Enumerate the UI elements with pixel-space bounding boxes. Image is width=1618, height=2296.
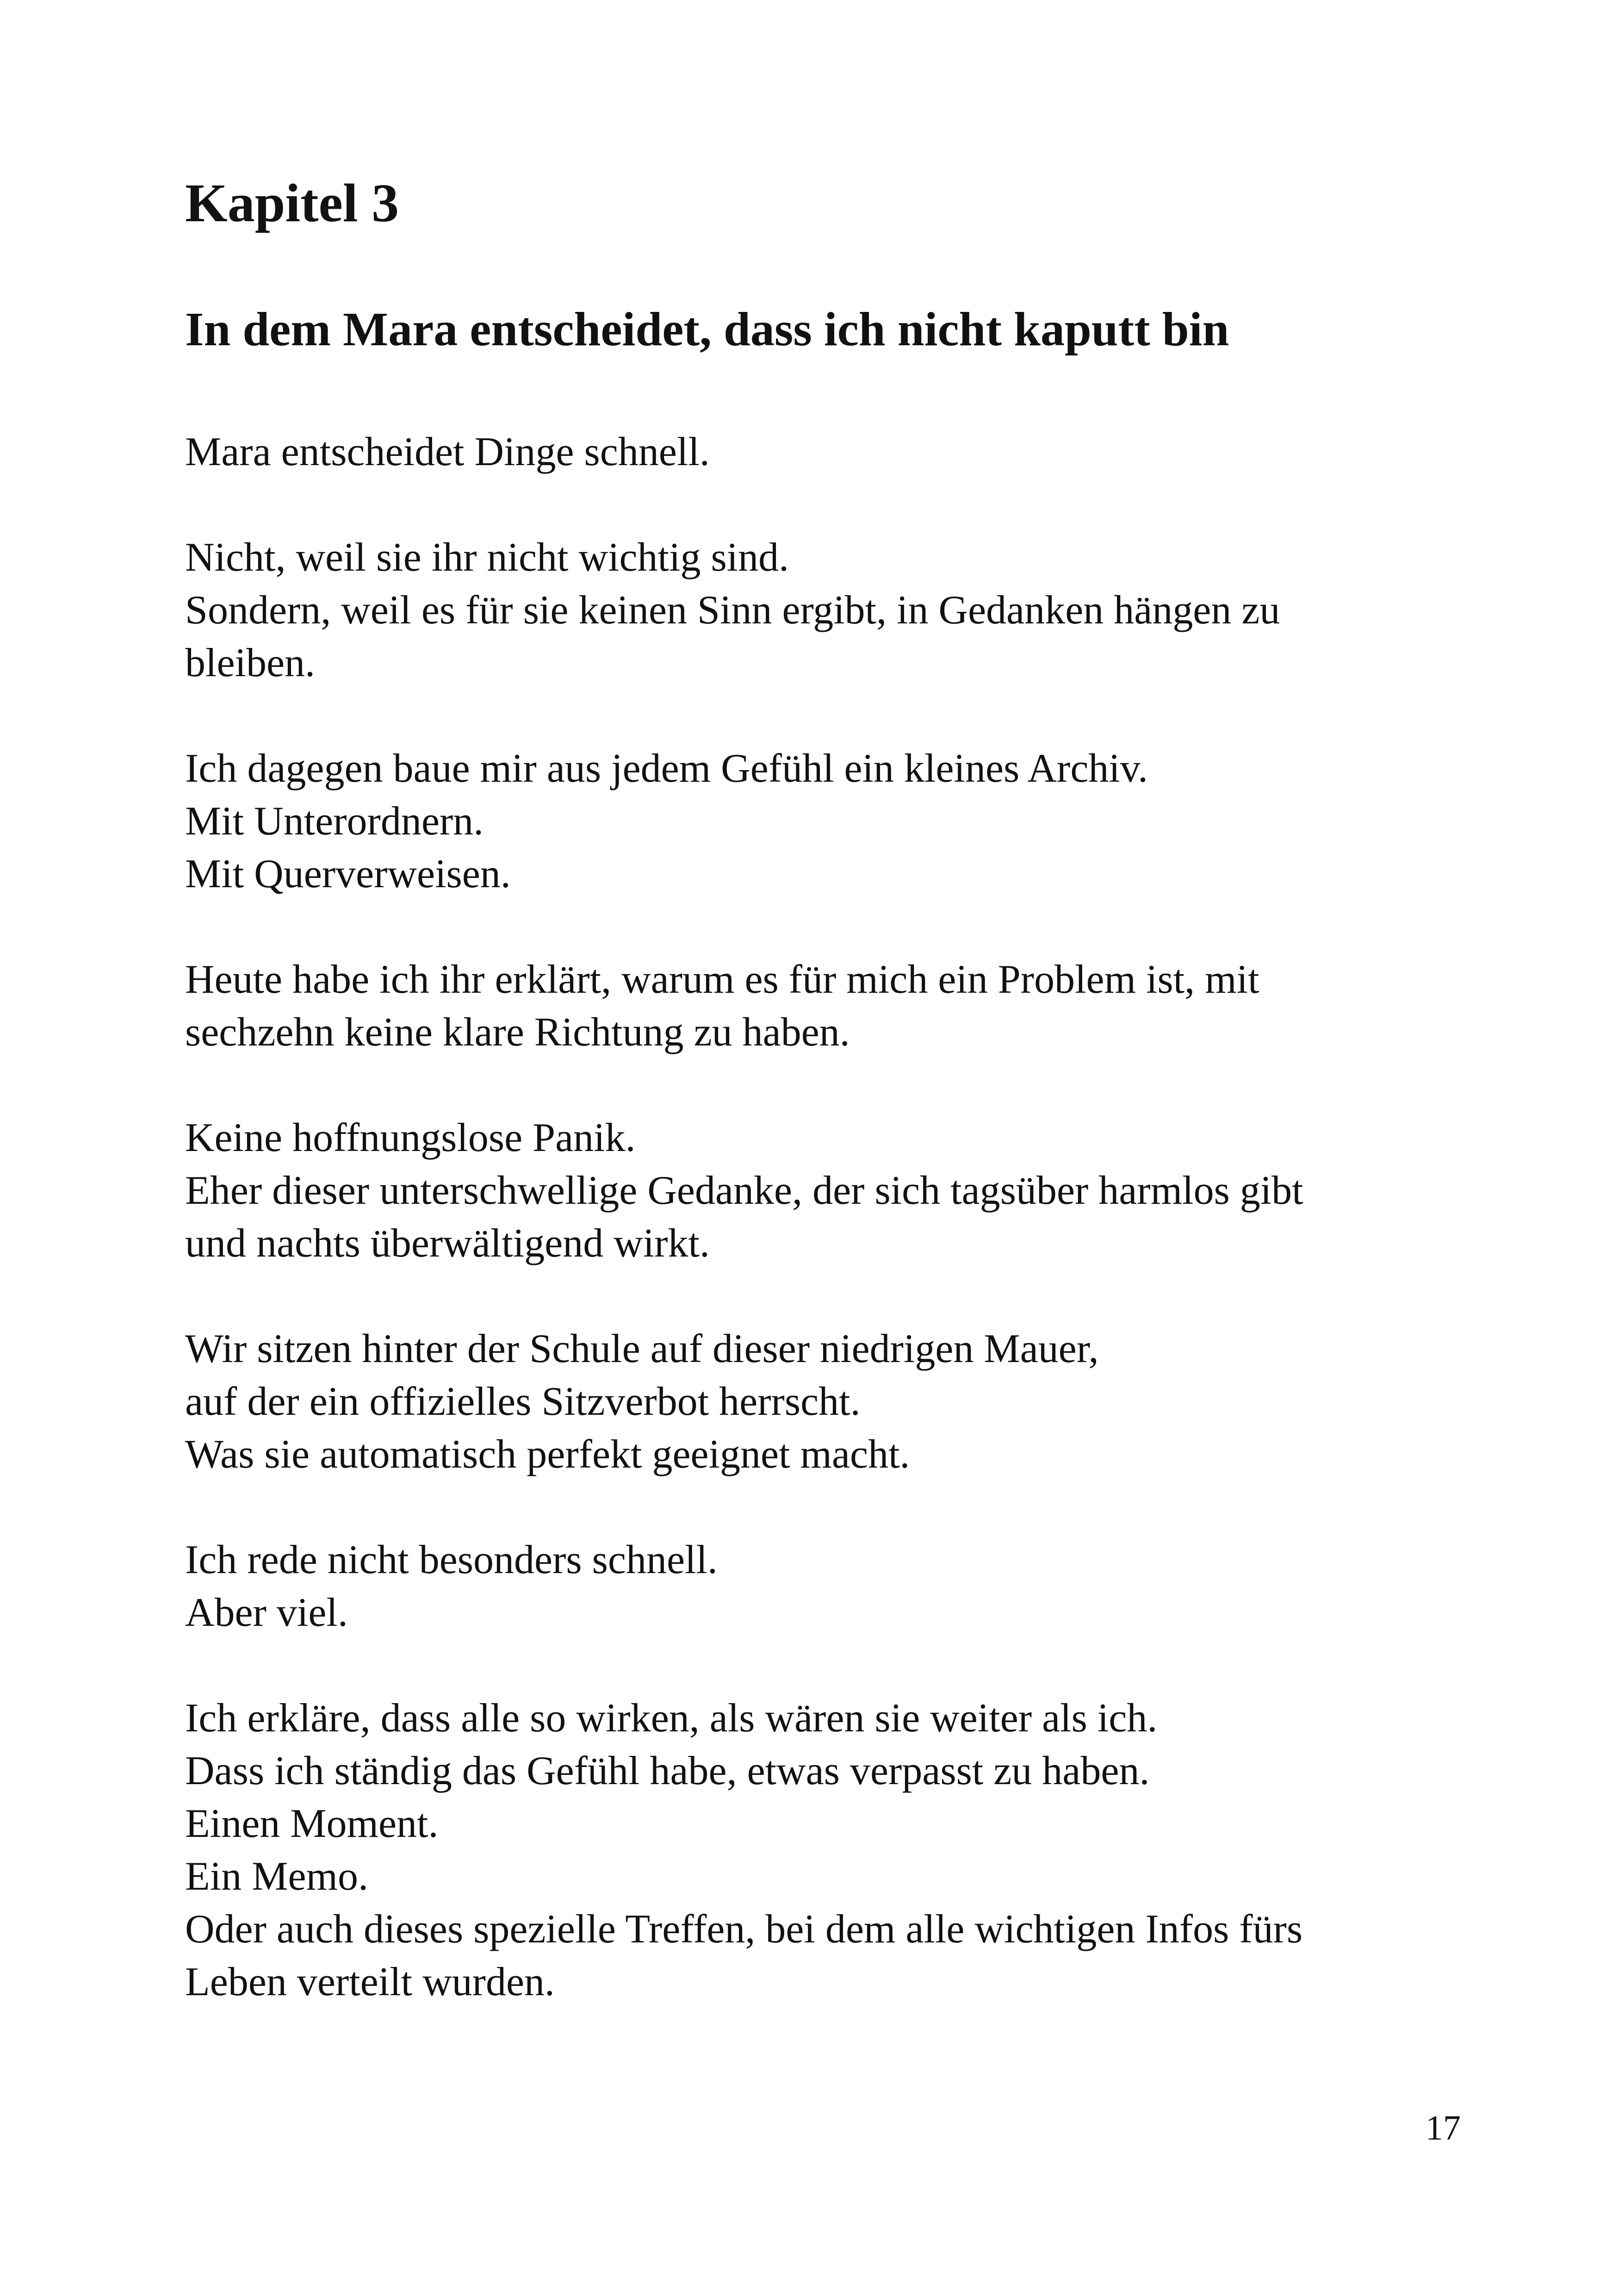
text-line: sechzehn keine klare Richtung zu haben. <box>185 1010 850 1055</box>
text-line: Wir sitzen hinter der Schule auf dieser niedrigen Mauer, <box>185 1326 1099 1371</box>
text-line: Einen Moment. <box>185 1801 439 1846</box>
chapter-title: Kapitel 3 <box>185 173 399 233</box>
text-line: Nicht, weil sie ihr nicht wichtig sind. <box>185 535 789 580</box>
text-line: Mit Querverweisen. <box>185 852 511 896</box>
text-line: Aber viel. <box>185 1590 348 1635</box>
text-line: und nachts überwältigend wirkt. <box>185 1221 710 1266</box>
text-line: Leben verteilt wurden. <box>185 1960 555 2004</box>
chapter-subtitle: In dem Mara entscheidet, dass ich nicht kaputt bin <box>185 303 1229 356</box>
text-line: Ich dagegen baue mir aus jedem Gefühl ein kleines Archiv. <box>185 746 1148 791</box>
paragraph <box>185 426 1444 479</box>
paragraph <box>185 1112 1444 1270</box>
paragraph <box>185 531 1444 690</box>
text-line: Eher dieser unterschwellige Gedanke, der sich tagsüber harmlos gibt <box>185 1168 1303 1213</box>
paragraph <box>185 742 1444 901</box>
text-line: Mit Unterordnern. <box>185 799 484 844</box>
page-number: 17 <box>1426 2109 1461 2147</box>
paragraph <box>185 1534 1444 1639</box>
text-line: Mara entscheidet Dinge schnell. <box>185 429 710 474</box>
text-line: Dass ich ständig das Gefühl habe, etwas verpasst zu haben. <box>185 1748 1150 1793</box>
text-line: Was sie automatisch perfekt geeignet macht. <box>185 1432 910 1477</box>
text-line: Ich erkläre, dass alle so wirken, als wären sie weiter als ich. <box>185 1696 1158 1741</box>
text-line: Ich rede nicht besonders schnell. <box>185 1537 718 1582</box>
paragraph <box>185 1692 1444 2009</box>
text-line: Ein Memo. <box>185 1854 368 1899</box>
text-line: bleiben. <box>185 641 316 685</box>
text-line: Keine hoffnungslose Panik. <box>185 1115 636 1160</box>
text-line: Heute habe ich ihr erklärt, warum es für mich ein Problem ist, mit <box>185 957 1259 1002</box>
text-line: Oder auch dieses spezielle Treffen, bei dem alle wichtigen Infos fürs <box>185 1907 1303 1952</box>
chapter-body <box>185 426 1444 2061</box>
text-line: auf der ein offizielles Sitzverbot herrscht. <box>185 1379 861 1424</box>
text-line: Sondern, weil es für sie keinen Sinn ergibt, in Gedanken hängen zu <box>185 588 1280 633</box>
paragraph <box>185 1323 1444 1481</box>
paragraph <box>185 953 1444 1059</box>
